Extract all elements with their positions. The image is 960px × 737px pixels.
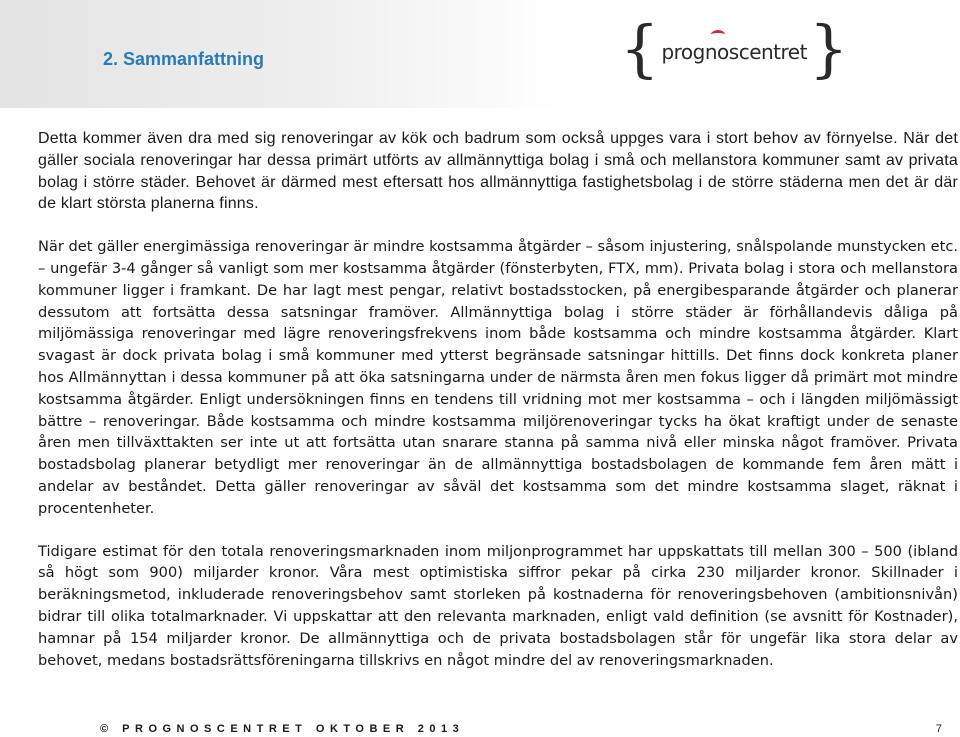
page-number: 7: [935, 723, 942, 735]
body-text: [38, 128, 958, 671]
paragraph-2: När det gäller energimässiga renoveringar är mindre kostsamma åtgärder – såsom injustering, snålspolande munstycken etc. – ungefär 3-4 gånger så vanligt som mer kostsamma åtgärder (fönsterbyten, FTX, mm). Privata bolag i stora och mellanstora kommuner ligger i framkant. De har lagt mest pengar, relativt bostadsstocken, på energibesparande åtgärder och planerar dessutom att fortsätta dessa satsningar framöver. Allmännyttiga bolag i större städer är förhållandevis dåliga på miljömässiga renoveringar med lägre renoveringsfrekvens inom både kostsamma och mindre kostsamma åtgärder. Klart svagast är dock privata bolag i små kommuner med ytterst begränsade satsningar hittills. Det finns dock konkreta planer hos Allmännyttan i dessa kommuner på att öka satsningarna under de närmsta åren men fokus ligger då primärt mot mindre kostsamma åtgärder. Enligt undersökningen finns en tendens till vridning mot mer kostsamma – och i längden miljömässigt bättre – renoveringar. Både kostsamma och mindre kostsamma miljörenoveringar tycks ha ökat kraftigt under de senaste åren men tillväxttakten ser inte ut att fortsätta utan snarare stanna på samma nivå eller minska något framöver. Privata bostadsbolag planerar betydligt mer renoveringar än de allmännyttiga bostadsbolagen de kommande fem åren mätt i andelar av beståndet. Detta gäller renoveringar av såväl det kostsamma som det mindre kostsamma slaget, räknat i procentenheter.: [38, 238, 958, 517]
logo-text: prognoscentret: [661, 40, 807, 64]
paragraph-3: Tidigare estimat för den totala renoveringsmarknaden inom miljonprogrammet har uppskattats till mellan 300 – 500 (ibland så högt som 900) miljarder kronor. Våra mest optimistiska siffror pekar på cirka 230 miljarder kronor. Skillnader i beräkningsmetod, inkluderade renoveringsbehov samt storleken på kostnaderna för renoveringsbehoven (ambitionsnivån) bidrar till olika totalmarknader. Vi uppskattar att den relevanta marknaden, enligt vald definition (se avsnitt för Kostnader), hamnar på 154 miljarder kronor. De allmännyttiga och de privata bostadsbolagen står för ungefär lika stora delar av behovet, medans bostadsrättsföreningarna tillskrivs en något mindre del av renoveringsmarknaden.: [38, 542, 958, 669]
logo-left-brace: {: [620, 12, 660, 85]
prognoscentret-logo: [620, 12, 849, 86]
paragraph-1: Detta kommer även dra med sig renoveringar av kök och badrum som också uppges vara i stort behov av förnyelse. När det gäller sociala renoveringar har dessa primärt utförts av allmännyttiga bolag i små och mellanstora kommuner samt av privata bolag i större städer. Behovet är därmed mest eftersatt hos allmännyttiga fastighetsbolag i de större städerna men det är där de klart största planerna finns.: [38, 130, 958, 213]
section-title: 2. Sammanfattning: [103, 49, 265, 69]
footer-copyright: © PROGNOSCENTRET OKTOBER 2013: [100, 723, 465, 735]
page-footer: [100, 723, 942, 737]
header-band: [0, 0, 560, 108]
logo-accent-mark: [711, 30, 725, 39]
logo-right-brace: }: [808, 12, 849, 85]
logo-wordmark: [661, 40, 807, 64]
